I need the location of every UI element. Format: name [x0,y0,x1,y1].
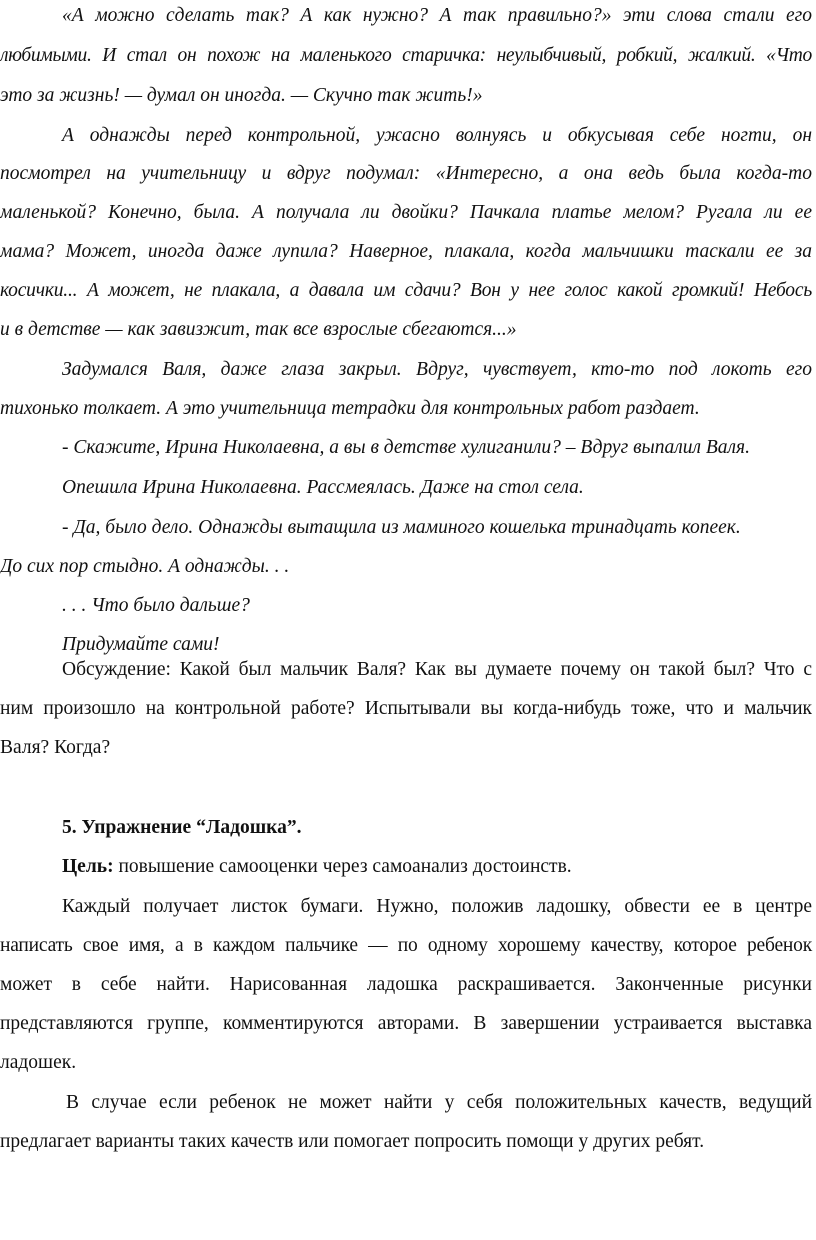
text-line: маленькой? Конечно, была. А получала ли двойки? Пачкала платье мелом? Ругала ли ее [0,202,812,223]
text-line: А однажды перед контрольной, ужасно волнуясь и обкусывая себе ногти, он [62,125,812,146]
text-line: представляются группе, комментируются авторами. В завершении устраивается выставка [0,1013,812,1034]
section-heading: 5. Упражнение “Ладошка”. [62,817,302,838]
text-line: ладошек. [0,1052,77,1073]
text-line: Задумался Валя, даже глаза закрыл. Вдруг, чувствует, кто-то под локоть его [62,359,812,380]
goal-text: повышение самооценки через самоанализ достоинств. [113,856,572,877]
text-line: посмотрел на учительницу и вдруг подумал: «Интересно, а она ведь была когда-то [0,163,812,184]
text-line: Обсуждение: Какой был мальчик Валя? Как вы думаете почему он такой был? Что с [62,659,812,680]
goal-line [0,853,812,881]
text-line: Валя? Когда? [0,737,111,758]
text-line: В случае если ребенок не может найти у себя положительных качеств, ведущий [66,1092,812,1113]
text-line: тихонько толкает. А это учительница тетрадки для контрольных работ раздает. [0,398,700,419]
text-line: написать свое имя, а в каждом пальчике — по одному хорошему качеству, которое ребенок [0,935,812,956]
text-line: - Скажите, Ирина Николаевна, а вы в детстве хулиганили? – Вдруг выпалил Валя. [62,437,750,458]
goal-label: Цель: [62,856,114,877]
text-line: предлагает варианты таких качеств или помогает попросить помощи у других ребят. [0,1131,705,1152]
text-line: Придумайте сами! [62,634,220,655]
text-line: это за жизнь! — думал он иногда. — Скучно так жить!» [0,85,483,106]
text-line: - Да, было дело. Однажды вытащила из маминого кошелька тринадцать копеек. [62,517,741,538]
text-line: и в детстве — как завизжит, так все взрослые сбегаются...» [0,319,517,340]
text-line: «А можно сделать так? А как нужно? А так правильно?» эти слова стали его [62,5,812,26]
text-line: мама? Может, иногда даже лупила? Наверное, плакала, когда мальчишки таскали ее за [0,241,812,262]
text-line: Каждый получает листок бумаги. Нужно, положив ладошку, обвести ее в центре [62,896,812,917]
text-line: любимыми. И стал он похож на маленького старичка: неулыбчивый, робкий, жалкий. «Что [0,45,812,66]
text-line: косички... А может, не плакала, а давала им сдачи? Вон у нее голос какой громкий! Небось [0,280,812,301]
text-line: До сих пор стыдно. А однажды. . . [0,556,290,577]
text-line: может в себе найти. Нарисованная ладошка раскрашивается. Законченные рисунки [0,974,812,995]
text-line: ним произошло на контрольной работе? Испытывали вы когда-нибудь тоже, что и мальчик [0,698,812,719]
text-line: . . . Что было дальше? [62,595,250,616]
text-line: Опешила Ирина Николаевна. Рассмеялась. Даже на стол села. [62,477,584,498]
